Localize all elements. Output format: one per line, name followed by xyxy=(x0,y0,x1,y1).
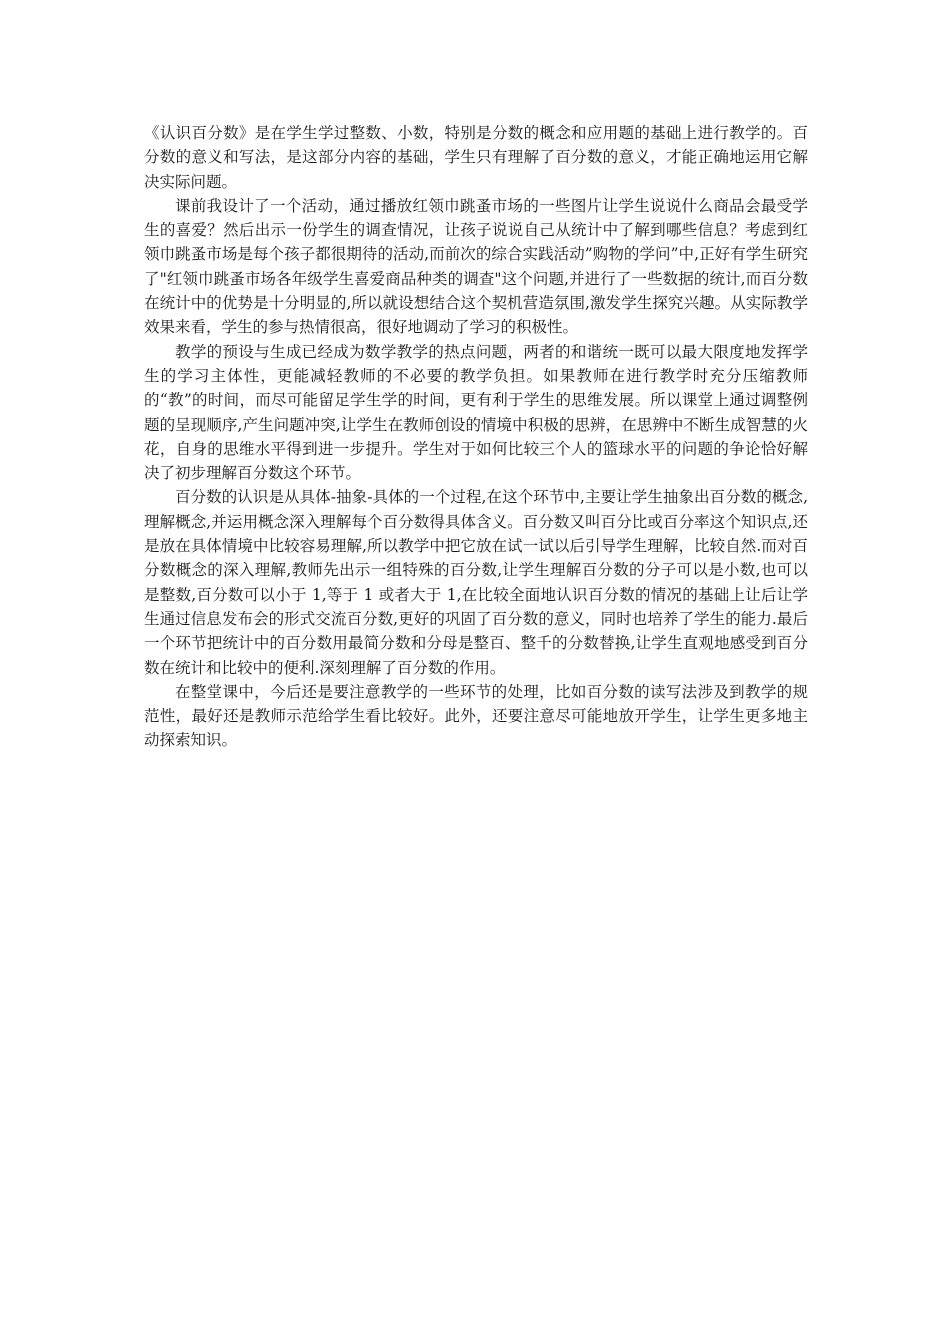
paragraph-5: 在整堂课中，今后还是要注意教学的一些环节的处理，比如百分数的读写法涉及到教学的规范性，最好还是教师示范给学生看比较好。此外，还要注意尽可能地放开学生，让学生更多地主动探索知识。 xyxy=(144,682,808,750)
paragraph-2: 课前我设计了一个活动，通过播放红领巾跳蚤市场的一些图片让学生说说什么商品会最受学生的喜爱？然后出示一份学生的调查情况，让孩子说说自己从统计中了解到哪些信息？考虑到红领巾跳蚤市场是每个孩子都很期待的活动,而前次的综合实践活动”购物的学问”中,正好有学生研究了"红领巾跳蚤市场各年级学生喜爱商品种类的调查"这个问题,并进行了一些数据的统计,而百分数在统计中的优势是十分明显的,所以就设想结合这个契机营造氛围,激发学生探究兴趣。从实际教学效果来看，学生的参与热情很高，很好地调动了学习的积极性。 xyxy=(144,196,808,337)
paragraph-4: 百分数的认识是从具体-抽象-具体的一个过程,在这个环节中,主要让学生抽象出百分数的概念,理解概念,并运用概念深入理解每个百分数得具体含义。百分数又叫百分比或百分率这个知识点,还是放在具体情境中比较容易理解,所以教学中把它放在试一试以后引导学生理解，比较自然.而对百分数概念的深入理解,教师先出示一组特殊的百分数,让学生理解百分数的分子可以是小数,也可以是整数,百分数可以小于 1,等于 1 或者大于 1,在比较全面地认识百分数的情况的基础上让后让学生通过信息发布会的形式交流百分数,更好的巩固了百分数的意义，同时也培养了学生的能力.最后一个环节把统计中的百分数用最简分数和分母是整百、整千的分数替换,让学生直观地感受到百分数在统计和比较中的便利.深刻理解了百分数的作用。 xyxy=(144,488,808,677)
paragraph-3: 教学的预设与生成已经成为数学教学的热点问题，两者的和谐统一既可以最大限度地发挥学生的学习主体性，更能减轻教师的不必要的教学负担。如果教师在进行教学时充分压缩教师的“教”的时间，而尽可能留足学生学的时间，更有利于学生的思维发展。所以课堂上通过调整例题的呈现顺序,产生问题冲突,让学生在教师创设的情境中积极的思辨，在思辨中不断生成智慧的火花，自身的思维水平得到进一步提升。学生对于如何比较三个人的篮球水平的问题的争论恰好解决了初步理解百分数这个环节。 xyxy=(144,342,808,483)
document-body xyxy=(144,121,808,753)
paragraph-1: 《认识百分数》是在学生学过整数、小数，特别是分数的概念和应用题的基础上进行教学的。百分数的意义和写法，是这部分内容的基础，学生只有理解了百分数的意义，才能正确地运用它解决实际问题。 xyxy=(144,124,808,191)
